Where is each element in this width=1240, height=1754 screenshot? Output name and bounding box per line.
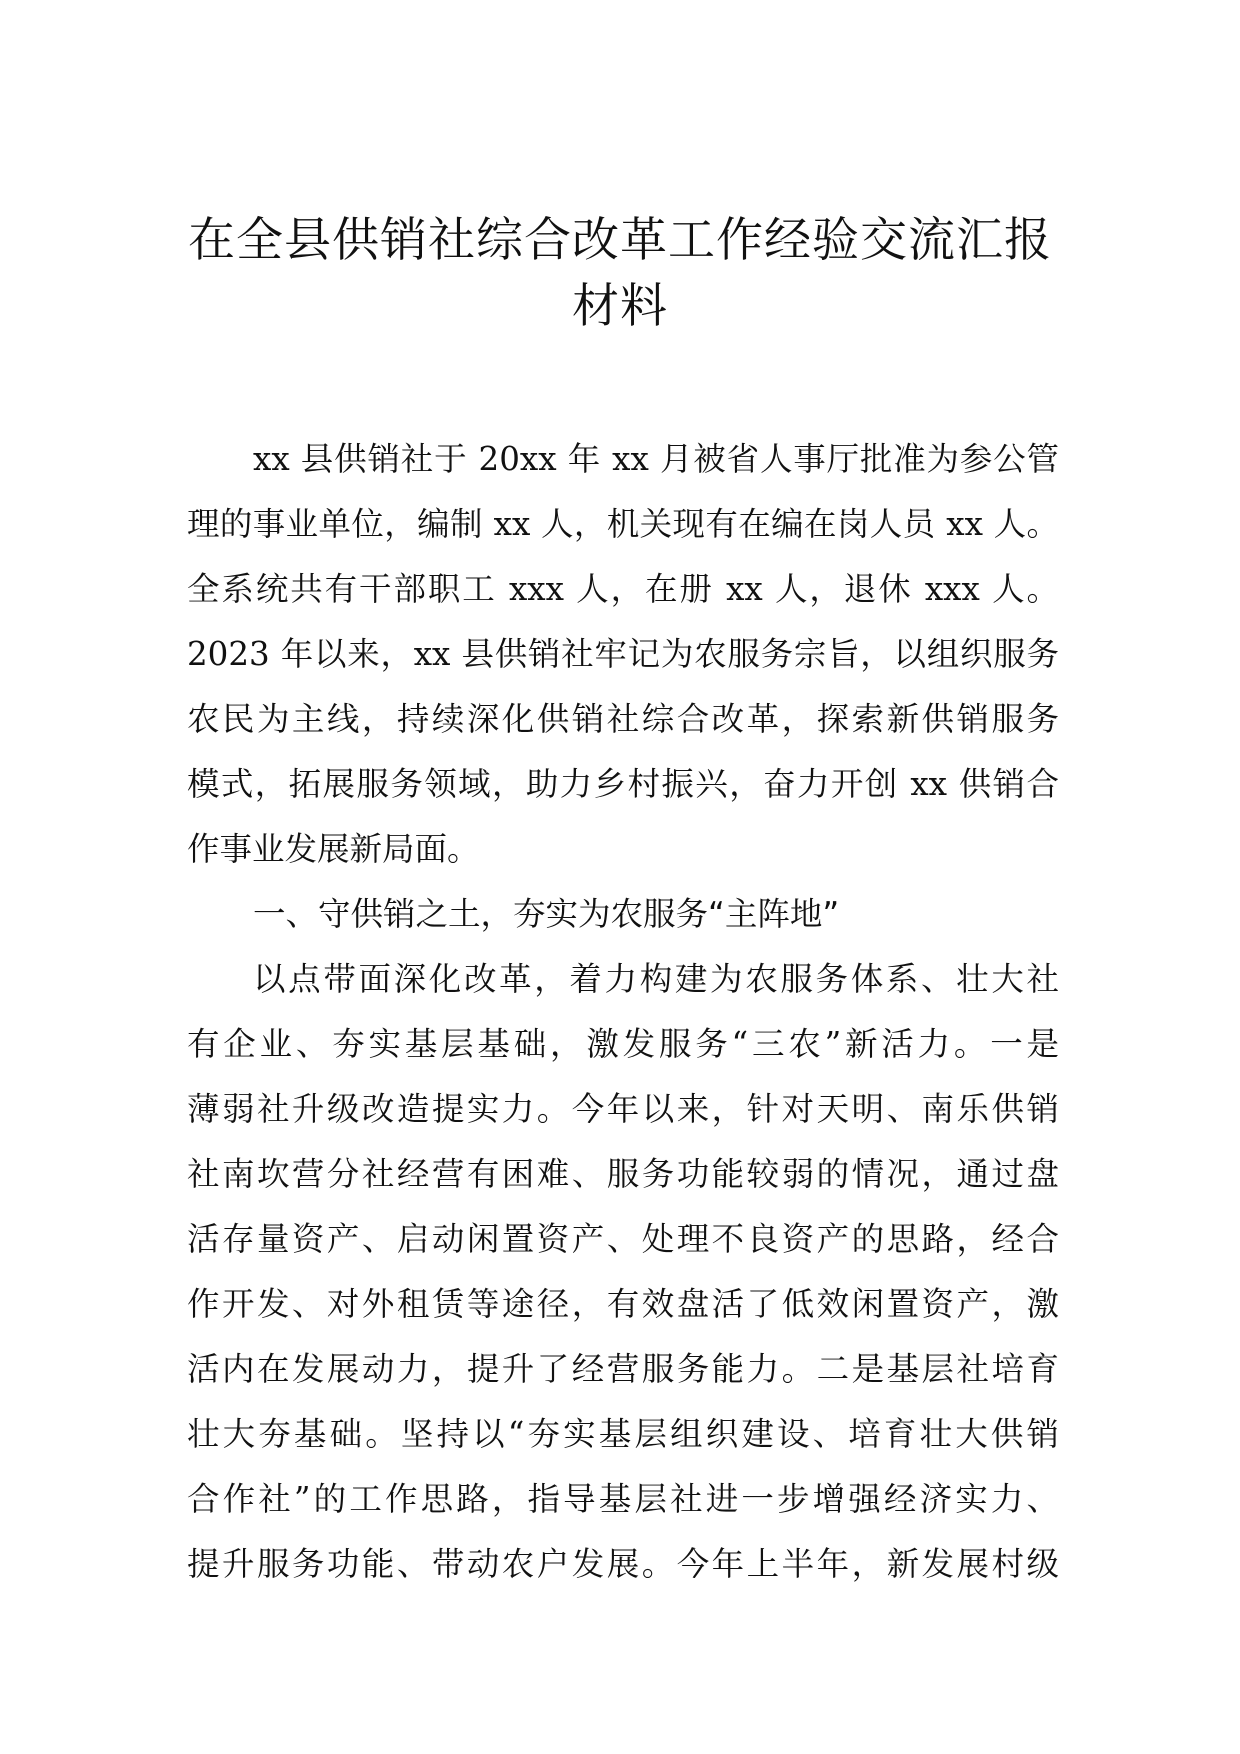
paragraph-line: 提升服务功能、带动农户发展。今年上半年，新发展村级 bbox=[187, 1545, 1059, 1583]
section-heading: 一、守供销之土，夯实为农服务“主阵地” bbox=[253, 895, 840, 933]
paragraph-line: 2023 年以来，xx 县供销社牢记为农服务宗旨，以组织服务 bbox=[187, 635, 1059, 673]
paragraph-line: 合作社”的工作思路，指导基层社进一步增强经济实力、 bbox=[187, 1480, 1059, 1518]
document-title bbox=[150, 208, 1090, 340]
paragraph-line: 以点带面深化改革，着力构建为农服务体系、壮大社 bbox=[253, 960, 1059, 998]
paragraph-line: 活内在发展动力，提升了经营服务能力。二是基层社培育 bbox=[187, 1350, 1059, 1388]
paragraph-line: 壮大夯基础。坚持以“夯实基层组织建设、培育壮大供销 bbox=[187, 1415, 1059, 1453]
paragraph-line: 薄弱社升级改造提实力。今年以来，针对天明、南乐供销 bbox=[187, 1090, 1059, 1128]
paragraph-line: 有企业、夯实基层基础，激发服务“三农”新活力。一是 bbox=[187, 1025, 1059, 1063]
document-body bbox=[187, 427, 1059, 1597]
paragraph-line: 模式，拓展服务领域，助力乡村振兴，奋力开创 xx 供销合 bbox=[187, 765, 1059, 803]
title-line-1: 在全县供销社综合改革工作经验交流汇报 bbox=[188, 213, 1052, 268]
paragraph-line: 理的事业单位，编制 xx 人，机关现有在编在岗人员 xx 人。 bbox=[187, 505, 1059, 543]
paragraph-line: 全系统共有干部职工 xxx 人，在册 xx 人，退休 xxx 人。 bbox=[187, 570, 1059, 608]
paragraph-line: 社南坎营分社经营有困难、服务功能较弱的情况，通过盘 bbox=[187, 1155, 1059, 1193]
title-line-2: 材料 bbox=[572, 279, 668, 334]
paragraph-line: 作事业发展新局面。 bbox=[187, 830, 480, 868]
paragraph-line: xx 县供销社于 20xx 年 xx 月被省人事厅批准为参公管 bbox=[253, 440, 1059, 478]
paragraph-line: 农民为主线，持续深化供销社综合改革，探索新供销服务 bbox=[187, 700, 1059, 738]
paragraph-line: 作开发、对外租赁等途径，有效盘活了低效闲置资产，激 bbox=[187, 1285, 1059, 1323]
paragraph-line: 活存量资产、启动闲置资产、处理不良资产的思路，经合 bbox=[187, 1220, 1059, 1258]
